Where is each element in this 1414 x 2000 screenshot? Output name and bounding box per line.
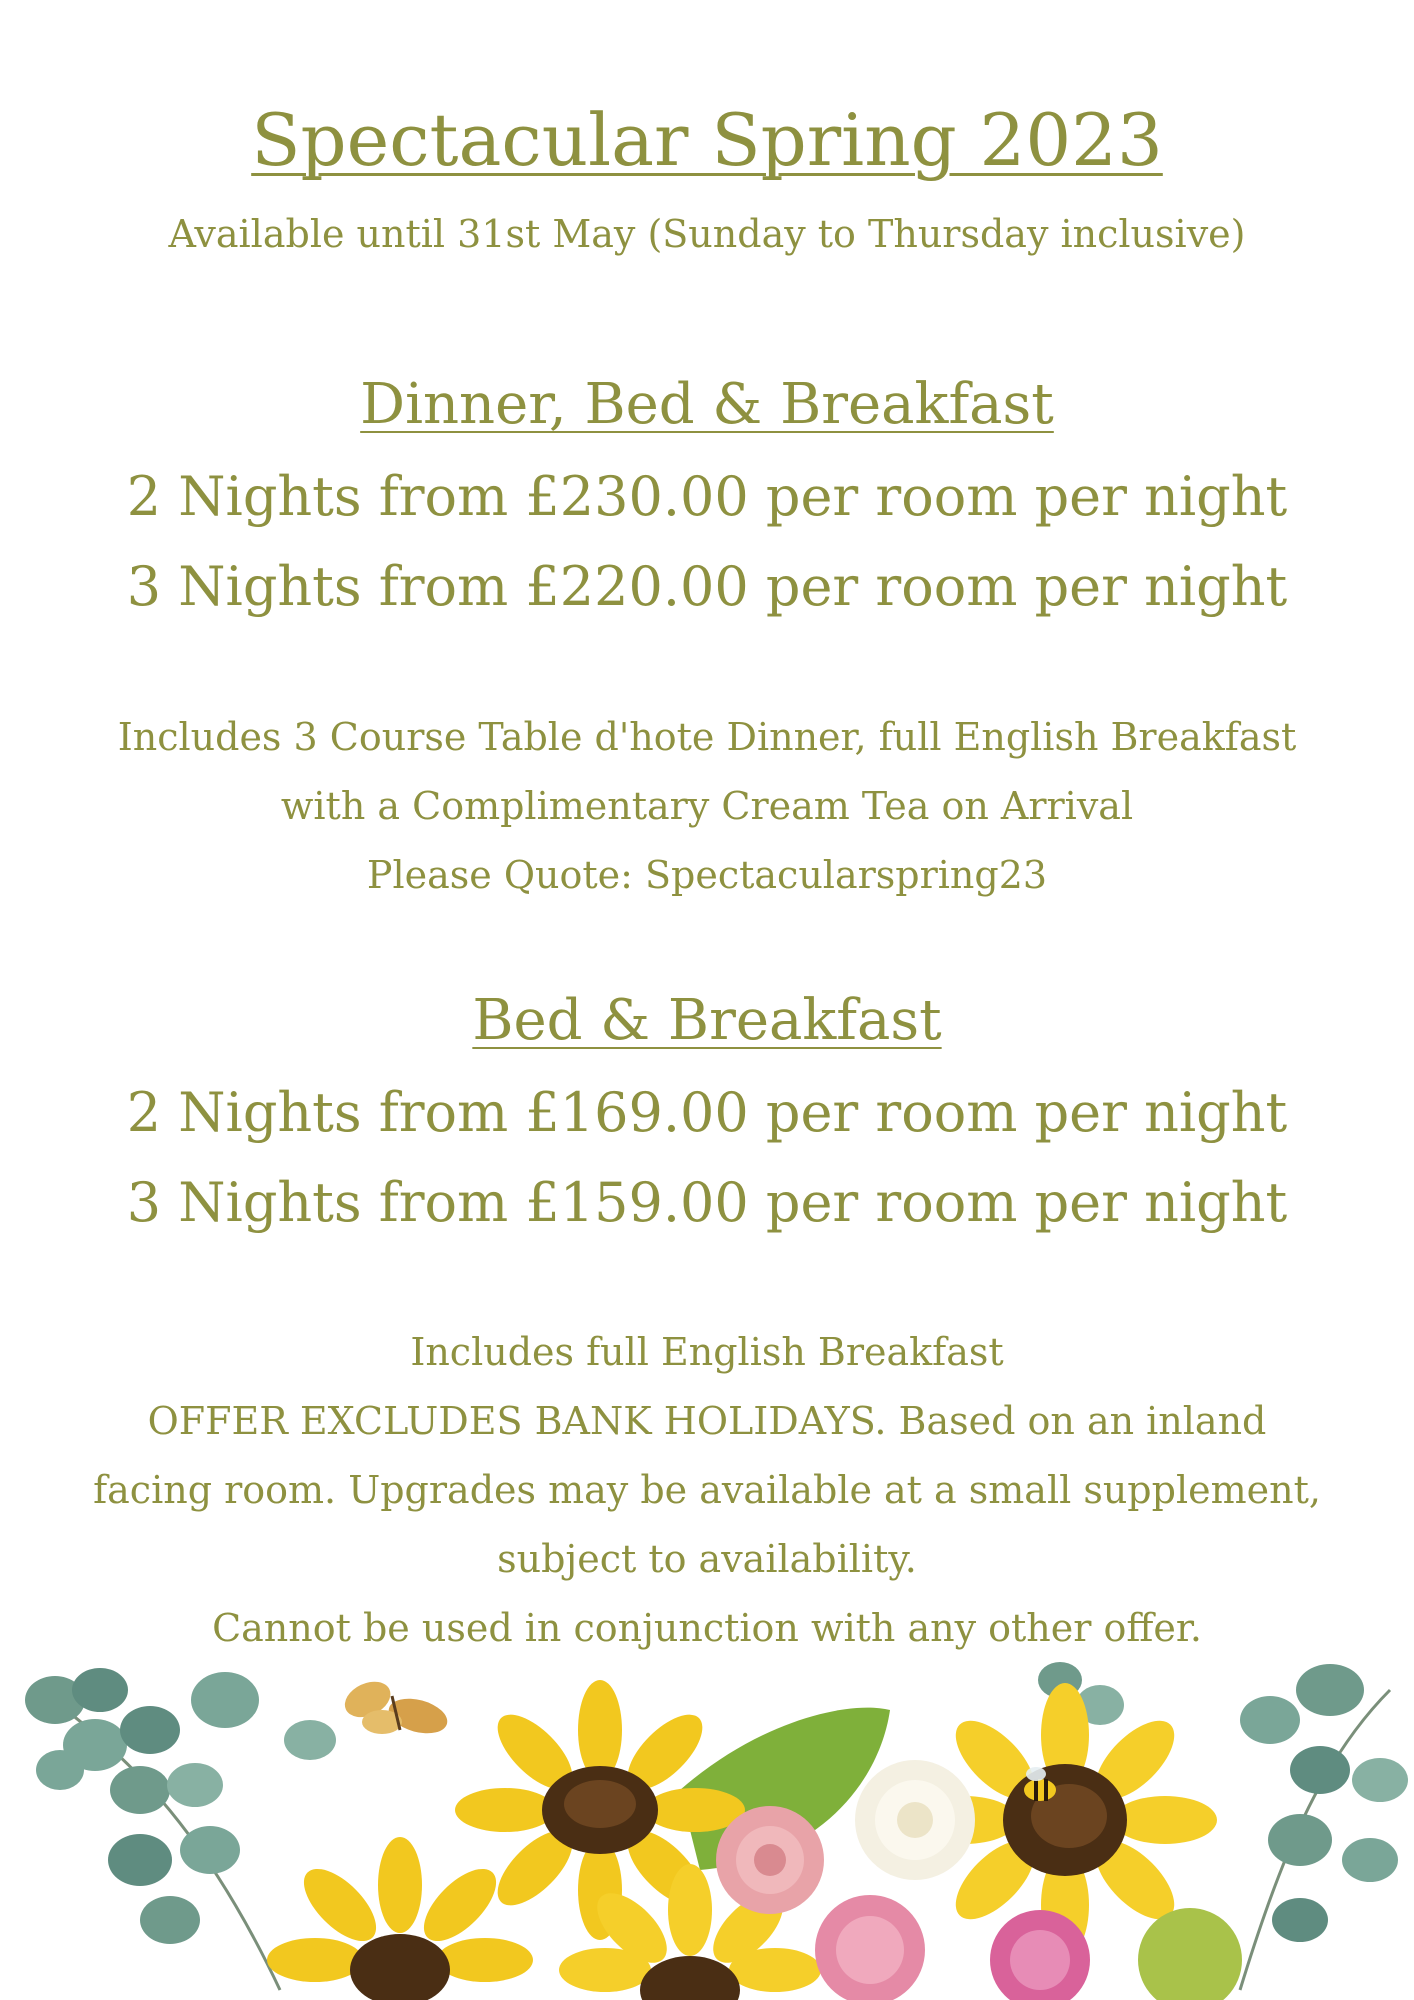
rose-icon	[815, 1895, 925, 2000]
bb-price-3-nights: 3 Nights from £159.00 per room per night	[126, 1171, 1288, 1234]
dbb-includes-line: with a Complimentary Cream Tea on Arrival	[280, 784, 1134, 828]
bb-heading: Bed & Breakfast	[472, 988, 942, 1053]
dbb-price-3-nights: 3 Nights from £220.00 per room per night	[126, 555, 1288, 618]
terms-line: facing room. Upgrades may be available at a small supplement,	[93, 1468, 1321, 1512]
flower-bud-icon	[1138, 1908, 1242, 2000]
butterfly-icon	[339, 1675, 451, 1739]
dbb-price-2-nights: 2 Nights from £230.00 per room per night	[126, 465, 1288, 528]
bb-price-list	[0, 1068, 1414, 1248]
dbb-includes	[0, 703, 1414, 910]
sunflower-icon	[267, 1837, 533, 2000]
terms-line: OFFER EXCLUDES BANK HOLIDAYS. Based on an inland	[147, 1399, 1267, 1443]
dbb-quote-code: Please Quote: Spectacularspring23	[366, 853, 1048, 897]
bb-includes	[0, 1318, 1414, 1663]
bb-includes-line: Includes full English Breakfast	[410, 1330, 1004, 1374]
dbb-includes-line: Includes 3 Course Table d'hote Dinner, full English Breakfast	[117, 715, 1297, 759]
bb-price-2-nights: 2 Nights from £169.00 per room per night	[126, 1081, 1288, 1144]
terms-line: subject to availability.	[497, 1537, 917, 1581]
dbb-price-list	[0, 452, 1414, 632]
dbb-heading: Dinner, Bed & Breakfast	[360, 372, 1054, 437]
availability-subtitle: Available until 31st May (Sunday to Thursday inclusive)	[168, 212, 1246, 256]
rose-icon	[855, 1760, 975, 1880]
rose-icon	[716, 1806, 824, 1914]
page-title: Spectacular Spring 2023	[251, 98, 1163, 182]
floral-border	[0, 1660, 1414, 2000]
terms-line: Cannot be used in conjunction with any other offer.	[212, 1606, 1202, 1650]
